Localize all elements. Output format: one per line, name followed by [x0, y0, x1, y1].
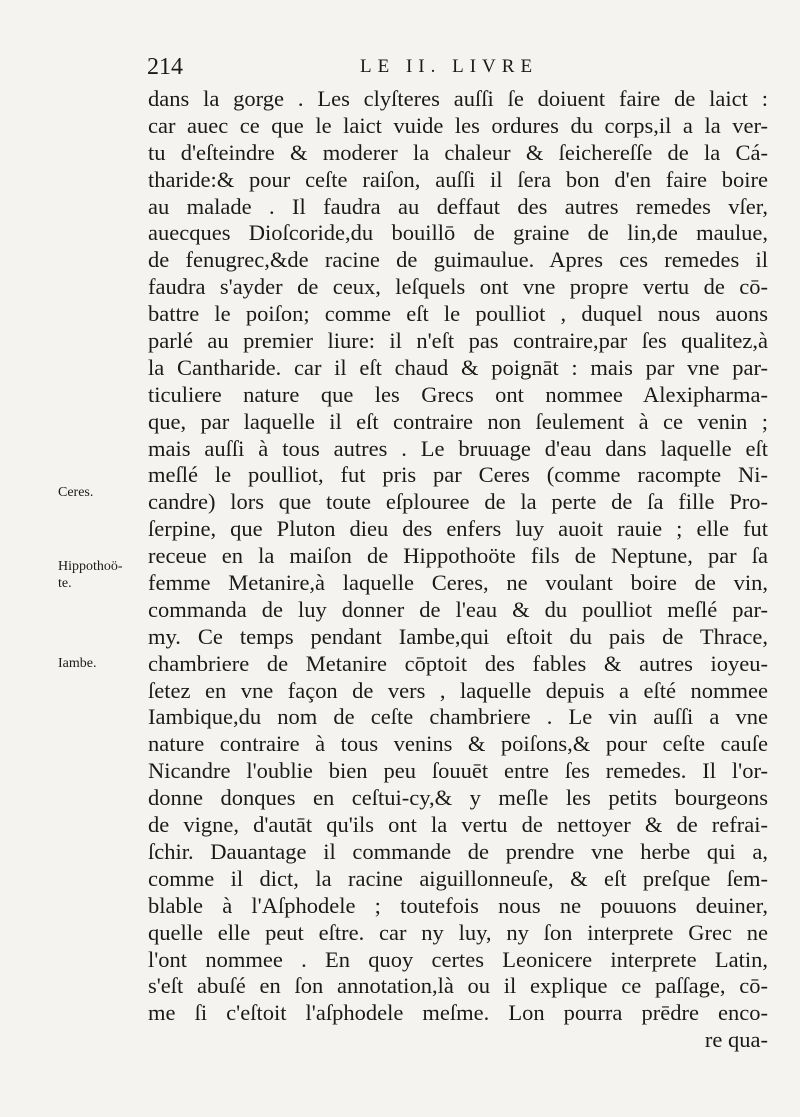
text-line: de fenugrec,&de racine de guimaulue. Apres ces remedes il [148, 247, 768, 273]
text-line: ſetez en vne façon de vers , laquelle depuis a eſté nommee [148, 677, 768, 703]
text-line: candre) lors que toute eſplouree de la perte de ſa fille Pro- [148, 489, 768, 515]
text-line: Nicandre l'oublie bien peu ſouuēt entre ſes remedes. Il l'or- [148, 758, 768, 784]
margin-note-iambe: Iambe. [58, 656, 97, 671]
text-line: auecques Dioſcoride,du bouillō de graine de lin,de maulue, [148, 220, 768, 246]
text-line: chambriere de Metanire cōptoit des fables & autres ioyeu- [148, 650, 768, 676]
text-line: ticuliere nature que les Grecs ont nommee Alexipharma- [148, 381, 768, 407]
text-line: de vigne, d'autāt qu'ils ont la vertu de nettoyer & de refrai- [148, 812, 768, 838]
text-line: meſlé le poulliot, fut pris par Ceres (comme racompte Ni- [148, 462, 768, 488]
margin-note-hippothoote-line1: Hippothoö- [58, 559, 123, 574]
text-line: my. Ce temps pendant Iambe,qui eſtoit du pais de Thrace, [148, 623, 768, 649]
running-head: LE II. LIVRE [360, 56, 539, 77]
text-line: Iambique,du nom de ceſte chambriere . Le vin auſſi a vne [148, 704, 768, 730]
text-line: parlé au premier liure: il n'eſt pas contraire,par ſes qualitez,à [148, 328, 768, 354]
text-line: donne donques en ceſtui-cy,& y meſle les petits bourgeons [148, 785, 768, 811]
margin-note-hippothoote-line2: te. [58, 576, 72, 591]
margin-note-hippothoote [58, 558, 123, 592]
text-line: ſerpine, que Pluton dieu des enfers luy auoit rauie ; elle fut [148, 516, 768, 542]
text-line: me ſi c'eſtoit l'aſphodele meſme. Lon pourra prēdre enco- [148, 1000, 768, 1026]
text-line: quelle elle peut eſtre. car ny luy, ny ſon interprete Grec ne [148, 919, 768, 945]
text-line: comme il dict, la racine aiguillonneuſe, & eſt preſque ſem- [148, 865, 768, 891]
text-line: au malade . Il faudra au deffaut des autres remedes vſer, [148, 193, 768, 219]
text-line: commanda de luy donner de l'eau & du poulliot meſlé par- [148, 596, 768, 622]
text-line: tu d'eſteindre & moderer la chaleur & ſeichereſſe de la Cá- [148, 139, 768, 165]
text-line: blable à l'Aſphodele ; toutefois nous ne pouuons deuiner, [148, 892, 768, 918]
text-line-catchword: re qua- [704, 1027, 768, 1053]
text-line: la Cantharide. car il eſt chaud & poignāt : mais par vne par- [148, 354, 768, 380]
text-line: faudra s'ayder de ceux, leſquels ont vne propre vertu de cō- [148, 274, 768, 300]
page-number: 214 [147, 54, 183, 80]
page-header [147, 54, 757, 84]
text-line: ſchir. Dauantage il commande de prendre vne herbe qui a, [148, 838, 768, 864]
text-line: battre le poiſon; comme eſt le poulliot , duquel nous auons [148, 301, 768, 327]
text-line: l'ont nommee . En quoy certes Leonicere interprete Latin, [148, 946, 768, 972]
text-line: tharide:& pour ceſte raiſon, auſſi il ſera bon d'en faire boire [148, 166, 768, 192]
margin-note-ceres: Ceres. [58, 485, 94, 500]
text-line: s'eſt abuſé en ſon annotation,là ou il explique ce paſſage, cō- [148, 973, 768, 999]
body-text [148, 86, 768, 1054]
text-line: car auec ce que le laict vuide les ordures du corps,il a la ver- [148, 112, 768, 138]
text-line: mais auſſi à tous autres . Le bruuage d'eau dans laquelle eſt [148, 435, 768, 461]
text-line: que, par laquelle il eſt contraire non ſeulement à ce venin ; [148, 408, 768, 434]
text-line: femme Metanire,à laquelle Ceres, ne voulant boire de vin, [148, 570, 768, 596]
text-line: nature contraire à tous venins & poiſons,& pour ceſte cauſe [148, 731, 768, 757]
text-line: dans la gorge . Les clyſteres auſſi ſe doiuent faire de laict : [148, 86, 768, 111]
text-line: receue en la maiſon de Hippothoöte fils de Neptune, par ſa [148, 543, 768, 569]
